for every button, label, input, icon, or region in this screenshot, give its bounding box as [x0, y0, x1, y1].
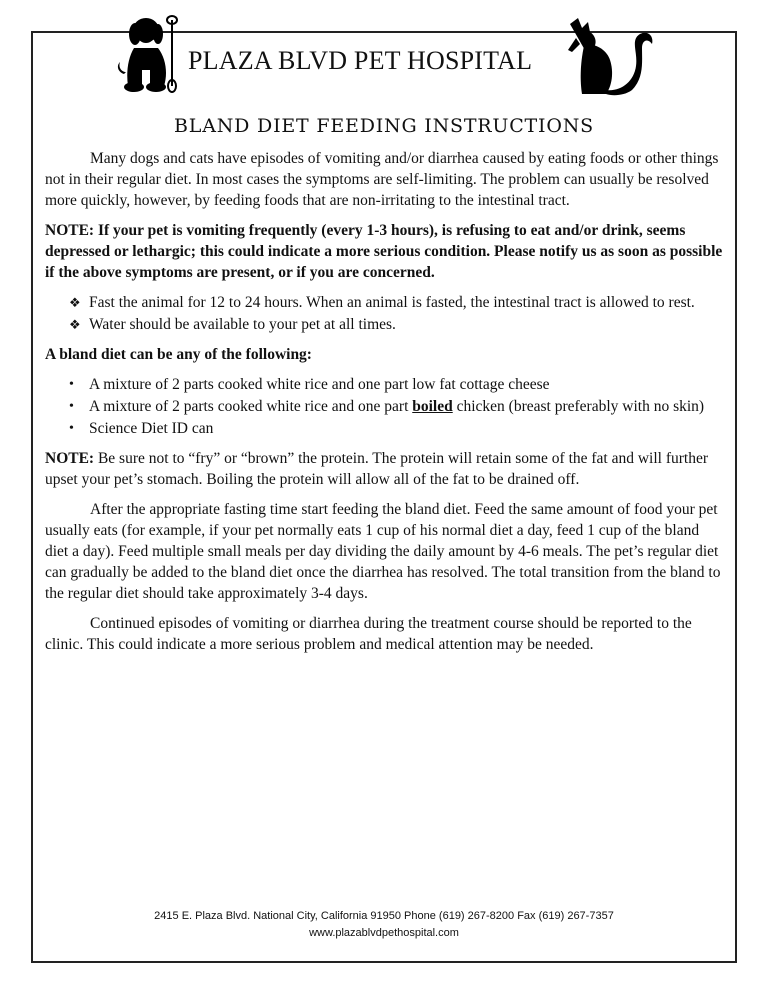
footer [0, 908, 768, 942]
list-item: ❖ Water should be available to your pet at all times. [69, 316, 396, 333]
fasting-list [45, 292, 723, 335]
list-item: ❖ Fast the animal for 12 to 24 hours. When an animal is fasted, the intestinal tract is allowed to rest. [69, 294, 695, 311]
bullet-icon: • [69, 399, 74, 414]
feeding-paragraph: After the appropriate fasting time start feeding the bland diet. Feed the same amount of food your pet usually eats (for example, if your pet normally eats 1 cup of his normal diet a day, feed 1 cup of the bland diet a day). Feed multiple small meals per day dividing the daily amount by 4-6 meals. The pet’s regular diet can gradually be added to the bland diet once the diarrhea has resolved. The total transition from the bland to the regular diet should take approximately 3-4 days. [45, 501, 721, 602]
boiled-emphasis: boiled [412, 398, 453, 415]
bullet-icon: • [69, 377, 74, 392]
bullet-icon: • [69, 421, 74, 436]
bland-diet-heading: A bland diet can be any of the following: [45, 346, 312, 363]
document-title: BLAND DIET FEEDING INSTRUCTIONS [174, 115, 594, 137]
footer-website[interactable]: www.plazablvdpethospital.com [309, 927, 459, 939]
dog-logo-icon [112, 14, 184, 94]
list-item: • A mixture of 2 parts cooked white rice and one part boiled chicken (breast preferably with no skin) [69, 398, 705, 415]
warning-note: NOTE: If your pet is vomiting frequently (every 1-3 hours), is refusing to eat and/or drink, seems depressed or lethargic; this could indicate a more serious condition. Please notify us as soon as possible if the above symptoms are present, or if you are concerned. [45, 222, 723, 281]
diamond-bullet-icon: ❖ [69, 295, 81, 310]
intro-paragraph: Many dogs and cats have episodes of vomiting and/or diarrhea caused by eating foods or other things not in their regular diet. In most cases the symptoms are self-limiting. The problem can usually be resolved more quickly, however, by feeding foods that are non-irritating to the intestinal tract. [45, 150, 719, 209]
bland-diet-list [45, 374, 723, 439]
list-item: • Science Diet ID can [69, 420, 214, 437]
continued-paragraph: Continued episodes of vomiting or diarrhea during the treatment course should be reported to the clinic. This could indicate a more serious problem and medical attention may be needed. [45, 615, 692, 653]
note-label: NOTE: [45, 450, 95, 467]
clinic-name: PLAZA BLVD PET HOSPITAL [188, 46, 533, 75]
footer-address: 2415 E. Plaza Blvd. National City, California 91950 Phone (619) 267-8200 Fax (619) 267-7357 [154, 910, 614, 922]
diamond-bullet-icon: ❖ [69, 317, 81, 332]
list-item: • A mixture of 2 parts cooked white rice and one part low fat cottage cheese [69, 376, 550, 393]
document-body [45, 148, 723, 664]
protein-note: NOTE: Be sure not to “fry” or “brown” the protein. The protein will retain some of the fat and will further upset your pet’s stomach. Boiling the protein will allow all of the fat to be drained off. [45, 450, 709, 488]
cat-logo-icon [562, 16, 658, 96]
